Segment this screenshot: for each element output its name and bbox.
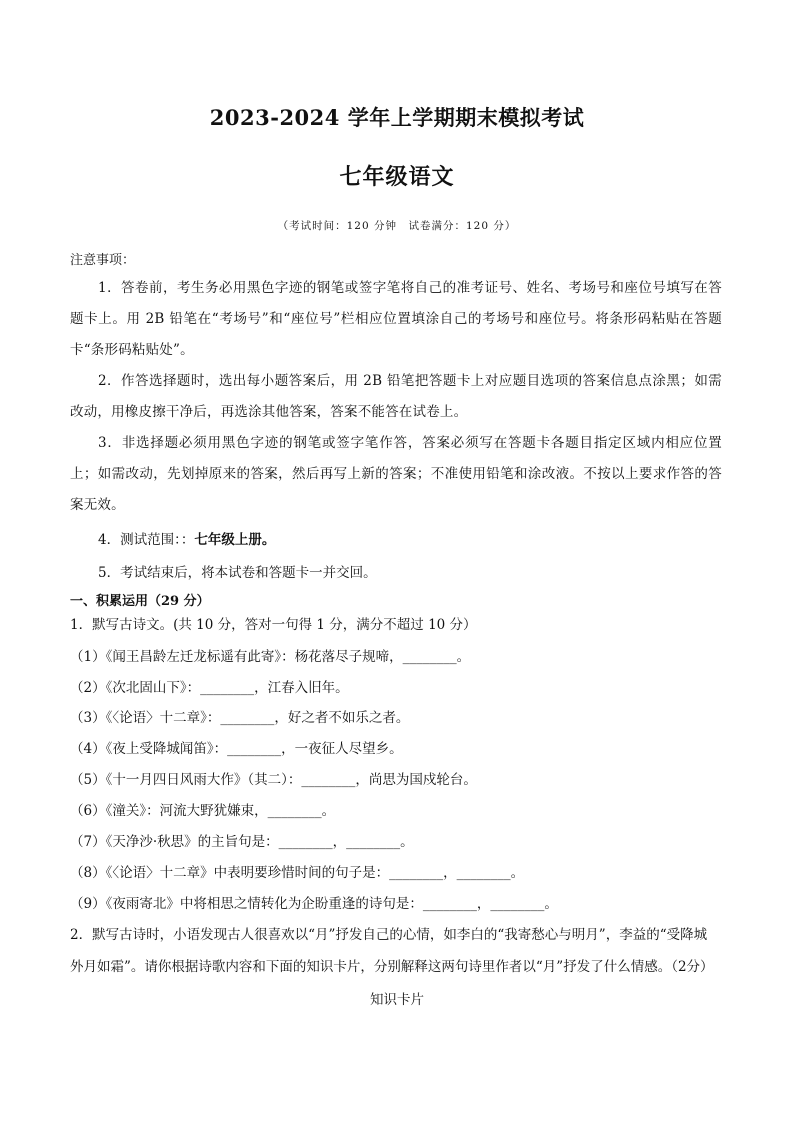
- question-1-item: （2）《次北固山下》：________，江春入旧年。: [70, 680, 349, 696]
- exam-duration: （考试时间：120 分钟 试卷满分：120 分）: [277, 220, 517, 232]
- question-1-item: （6）《潼关》：河流大野犹嫌束，________。: [70, 803, 336, 819]
- notice-heading: 注意事项：: [70, 253, 136, 268]
- exam-title: 2023-2024 学年上学期期末模拟考试: [209, 105, 585, 130]
- notice-item-4-scope: 七年级上册。: [194, 532, 276, 548]
- notice-item-1: 1．答卷前，考生务必用黑色字迹的钢笔或签字笔将自己的准考证号、姓名、考场号和座位号填写在答题卡上。用 2B 铅笔在“考场号”和“座位号”栏相应位置填涂自己的考场号和座位号。将条形码粘贴在答题卡“条形码粘贴处”。: [70, 280, 722, 358]
- question-1-item: （5）《十一月四日风雨大作》（其二）：________，尚思为国戍轮台。: [70, 772, 477, 788]
- question-2-line-1: 2．默写古诗时，小语发现古人很喜欢以“月”抒发自己的心情，如李白的“我寄愁心与明月”，李益的“受降城: [70, 927, 708, 943]
- question-1-item: （3）《〈论语〉十二章》：________，好之者不如乐之者。: [70, 710, 410, 726]
- exam-subtitle: 七年级语文: [339, 164, 455, 190]
- notice-item-4: [98, 528, 275, 548]
- question-1-item: （4）《夜上受降城闻笛》：________，一夜征人尽望乡。: [70, 741, 403, 757]
- question-1-stem: 1．默写古诗文。(共 10 分，答对一句得 1 分，满分不超过 10 分）: [70, 617, 477, 633]
- question-1-item: （1）《闻王昌龄左迁龙标遥有此寄》：杨花落尽子规啼，________。: [70, 649, 471, 665]
- notice-item-5: 5．考试结束后，将本试卷和答题卡一并交回。: [98, 565, 377, 581]
- section-heading: 一、积累运用（29 分）: [70, 594, 210, 609]
- notice-item-3: 3．非选择题必须用黑色字迹的钢笔或签字笔作答，答案必须写在答题卡各题目指定区域内相应位置上；如需改动，先划掉原来的答案，然后再写上新的答案；不准使用铅笔和涂改液。不按以上要求作答的答案无效。: [70, 435, 722, 513]
- notice-item-4-prefix: 4．测试范围：：: [98, 532, 195, 548]
- question-2-line-2: 外月如霜”。请你根据诗歌内容和下面的知识卡片，分别解释这两句诗里作者以“月”抒发了什么情感。（2分）: [70, 959, 714, 975]
- question-1-item: （8）《〈论语〉十二章》中表明要珍惜时间的句子是：________，________。: [70, 865, 525, 881]
- notice-item-2: 2．作答选择题时，选出每小题答案后，用 2B 铅笔把答题卡上对应题目选项的答案信息点涂黑；如需改动，用橡皮擦干净后，再选涂其他答案，答案不能答在试卷上。: [70, 373, 722, 420]
- knowledge-card-label: 知识卡片: [370, 992, 424, 1008]
- question-1-item: （7）《天净沙·秋思》的主旨句是：________，________。: [70, 834, 414, 850]
- question-1-item: （9）《夜雨寄北》中将相思之情转化为企盼重逢的诗句是：________，________。: [70, 896, 558, 912]
